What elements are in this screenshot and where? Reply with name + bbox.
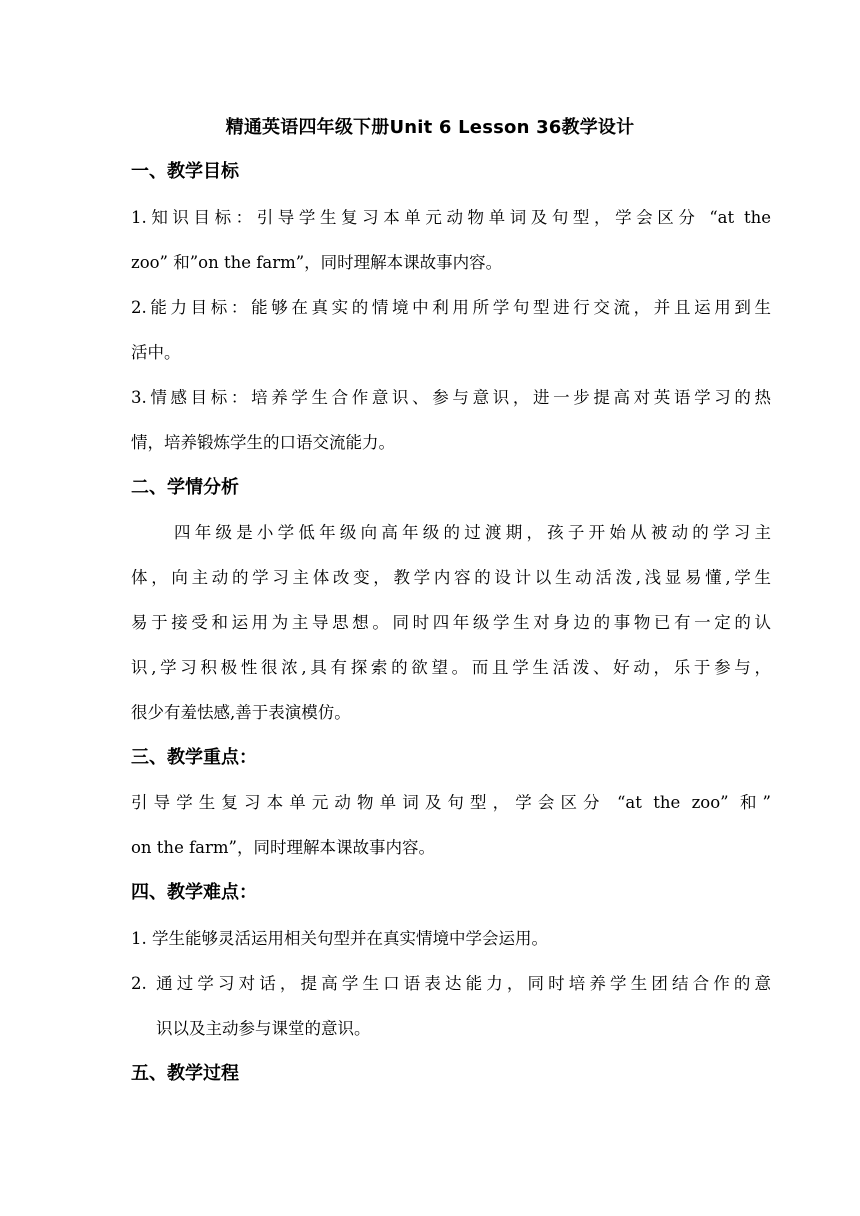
objective-knowledge-line-1: 1.知识目标：引导学生复习本单元动物单词及句型，学会区分 “at the xyxy=(131,208,771,227)
objective-ability-line-2: 活中。 xyxy=(131,343,181,362)
objective-knowledge-line-2: zoo” 和”on the farm”，同时理解本课故事内容。 xyxy=(131,253,503,272)
analysis-line-1: 四年级是小学低年级向高年级的过渡期，孩子开始从被动的学习主 xyxy=(174,523,771,542)
difficulty-item-1: 1. 学生能够灵活运用相关句型并在真实情境中学会运用。 xyxy=(131,929,548,948)
objective-ability-line-1: 2.能力目标：能够在真实的情境中利用所学句型进行交流，并且运用到生 xyxy=(131,298,771,317)
section-heading-process: 五、教学过程 xyxy=(131,1063,239,1084)
analysis-line-4: 识,学习积极性很浓,具有探索的欲望。而且学生活泼、好动，乐于参与， xyxy=(131,658,771,677)
section-heading-analysis: 二、学情分析 xyxy=(131,477,239,498)
key-points-line-1: 引导学生复习本单元动物单词及句型，学会区分 “at the zoo” 和” xyxy=(131,793,771,812)
key-points-line-2: on the farm”，同时理解本课故事内容。 xyxy=(131,838,435,857)
analysis-line-3: 易于接受和运用为主导思想。同时四年级学生对身边的事物已有一定的认 xyxy=(131,613,771,632)
objective-emotion-line-1: 3.情感目标：培养学生合作意识、参与意识，进一步提高对英语学习的热 xyxy=(131,388,771,407)
difficulty-item-2-line-2: 识以及主动参与课堂的意识。 xyxy=(156,1019,371,1038)
document-title: 精通英语四年级下册Unit 6 Lesson 36教学设计 xyxy=(225,117,635,138)
section-heading-difficulties: 四、教学难点： xyxy=(131,882,257,903)
objective-emotion-line-2: 情，培养锻炼学生的口语交流能力。 xyxy=(131,433,395,452)
analysis-line-2: 体，向主动的学习主体改变，教学内容的设计以生动活泼,浅显易懂,学生 xyxy=(131,568,771,587)
analysis-line-5: 很少有羞怯感,善于表演模仿。 xyxy=(131,703,351,722)
section-heading-key-points: 三、教学重点： xyxy=(131,747,257,768)
section-heading-objectives: 一、教学目标 xyxy=(131,161,239,182)
difficulty-item-2-line-1: 2. 通过学习对话，提高学生口语表达能力，同时培养学生团结合作的意 xyxy=(131,974,771,993)
